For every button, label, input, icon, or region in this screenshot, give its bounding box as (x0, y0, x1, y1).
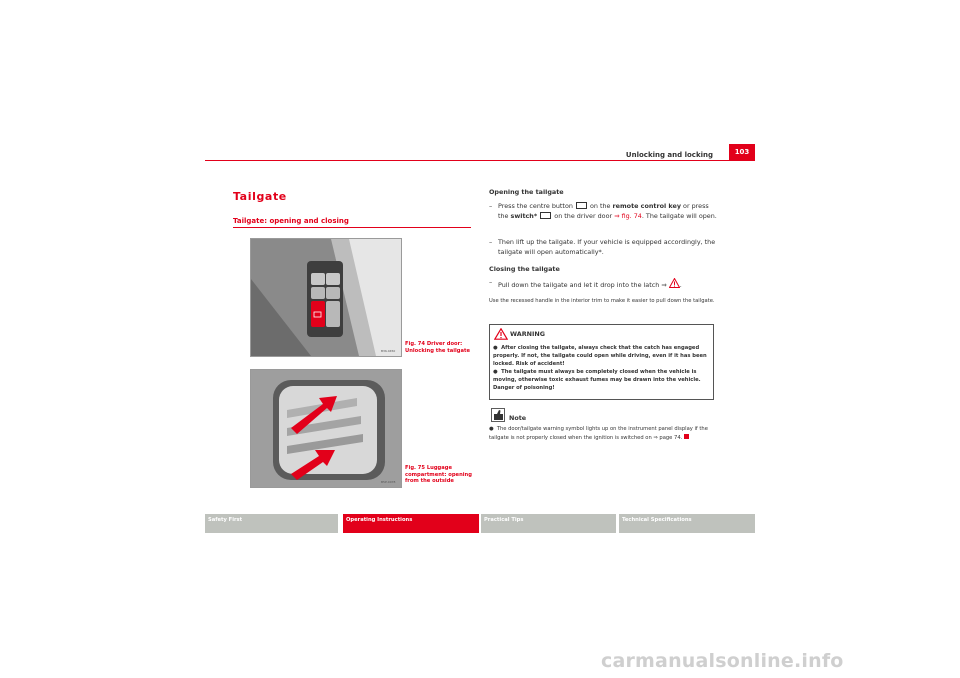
step-dash: – (489, 278, 493, 286)
step-text: . (679, 281, 682, 289)
warning-list (493, 345, 711, 393)
hint-text: Use the recessed handle in the interior trim to make it easier to pull down the tailgate. (489, 298, 715, 304)
section-subtitle: Tailgate: opening and closing (233, 217, 349, 225)
nav-tab-operating-instructions[interactable] (343, 514, 479, 533)
end-marker (684, 434, 689, 439)
warning-item (493, 369, 711, 392)
section-title: Tailgate (233, 190, 287, 203)
note-title: Note (509, 414, 527, 422)
page-74-link[interactable]: ⇒ page 74. (653, 434, 683, 441)
nav-tab-safety-first[interactable] (205, 514, 338, 533)
warning-item (493, 345, 711, 368)
note-icon (491, 408, 505, 422)
warning-title: WARNING (510, 330, 545, 338)
header-title: Unlocking and locking (625, 151, 713, 159)
opening-heading: Opening the tailgate (489, 188, 564, 196)
closing-heading: Closing the tailgate (489, 265, 560, 273)
switch-label: switch* (510, 211, 538, 220)
bullet: ● (493, 345, 498, 351)
step-dash: – (489, 238, 493, 246)
note-text: The door/tailgate warning symbol lights up on the instrument panel display if the tailgate is not properly closed when the ignition is switched on (489, 426, 708, 441)
page-number: 103 (729, 144, 755, 160)
opening-step-1 (489, 202, 719, 221)
warning-item-text: After closing the tailgate, always check that the catch has engaged properly. If not, the tailgate could open while driving, even if it has been locked. Risk of accident! (493, 345, 707, 367)
header-rule (205, 160, 755, 161)
warning-item-text: The tailgate must always be completely closed when the vehicle is moving, otherwise toxic exhaust fumes may be drawn into the vehicle. Danger of poisoning! (493, 369, 701, 391)
step-text: on the (590, 202, 611, 210)
nav-tab-technical-specifications[interactable] (619, 514, 755, 533)
step-text: . The tailgate will open. (641, 211, 717, 220)
figure-74-image (250, 238, 402, 357)
bullet: ● (489, 426, 494, 432)
nav-tab-label: Practical Tips (484, 517, 524, 523)
figure-74-code: B3K-0450 (381, 349, 396, 353)
opening-step-2 (489, 238, 719, 257)
figure-74-caption: Fig. 74 Driver door: Unlocking the tailgate (405, 341, 471, 354)
nav-tab-label: Technical Specifications (622, 517, 692, 523)
note-body (489, 426, 717, 442)
nav-tab-practical-tips[interactable] (481, 514, 616, 533)
warning-box (489, 324, 714, 400)
remote-control-key-label: remote control key (612, 202, 681, 210)
warning-triangle-icon (494, 328, 508, 340)
figure-75-caption: Fig. 75 Luggage compartment: opening from the outside (405, 465, 472, 485)
step-text: or press the (498, 202, 709, 220)
subtitle-rule (233, 227, 471, 228)
figure-74-link[interactable]: ⇒ fig. 74 (614, 211, 642, 220)
tailgate-button-icon (576, 202, 587, 209)
closing-step-1 (489, 278, 719, 291)
step-text: Pull down the tailgate and let it drop into the latch ⇒ (498, 281, 667, 289)
nav-tab-label: Operating Instructions (346, 517, 413, 523)
step-text: on the driver door (554, 211, 613, 220)
figure-75-image (250, 369, 402, 488)
warning-triangle-icon[interactable] (669, 278, 680, 288)
watermark: carmanualsonline.info (601, 650, 844, 672)
nav-tab-label: Safety First (208, 517, 243, 523)
figure-75-code: B5P-0078 (381, 480, 396, 484)
step-dash: – (489, 202, 493, 210)
bullet: ● (493, 369, 498, 376)
step-text: Then lift up the tailgate. If your vehicle is equipped accordingly, the tailgate will open automatically*. (498, 238, 716, 256)
step-text: Press the centre button (498, 202, 573, 210)
tailgate-switch-icon (540, 212, 551, 219)
